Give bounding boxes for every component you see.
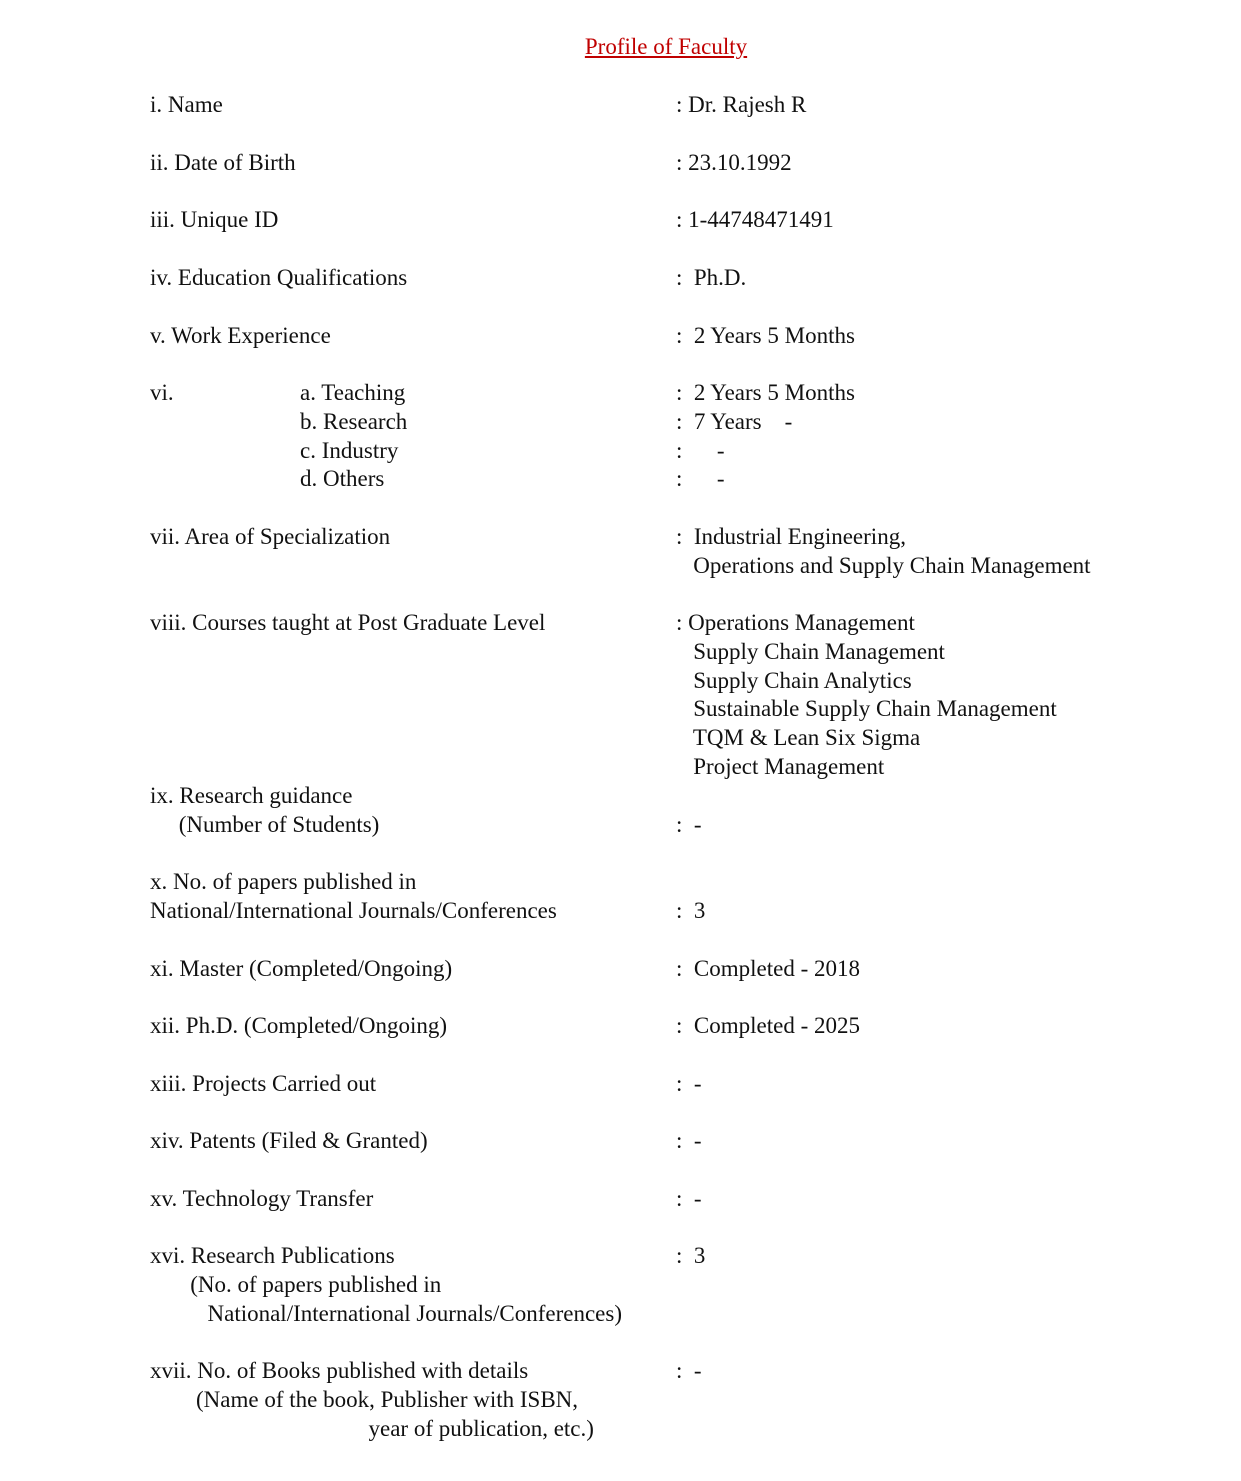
- patents-value: : -: [676, 1128, 702, 1153]
- course-item: Supply Chain Analytics: [676, 668, 912, 693]
- industry-value: : -: [676, 438, 725, 463]
- books-sublabel: (Name of the book, Publisher with ISBN,: [150, 1387, 579, 1412]
- uid-label: iii. Unique ID: [150, 207, 279, 232]
- papers-label: x. No. of papers published in: [150, 869, 417, 894]
- industry-label: c. Industry: [300, 438, 399, 463]
- course-item: : Operations Management: [676, 610, 915, 635]
- work-experience-label: v. Work Experience: [150, 323, 331, 348]
- research-guidance-label: ix. Research guidance: [150, 783, 353, 808]
- page-title: Profile of Faculty: [584, 34, 748, 59]
- research-publications-sublabel: (No. of papers published in: [150, 1272, 442, 1297]
- patents-label: xiv. Patents (Filed & Granted): [150, 1128, 428, 1153]
- technology-transfer-value: : -: [676, 1186, 702, 1211]
- master-value: : Completed - 2018: [676, 956, 860, 981]
- others-label: d. Others: [300, 466, 385, 491]
- specialization-line: : Industrial Engineering,: [676, 524, 906, 549]
- education-label: iv. Education Qualifications: [150, 265, 408, 290]
- experience-breakdown-label: vi.: [150, 380, 174, 405]
- name-label: i. Name: [150, 92, 223, 117]
- papers-value: : 3: [676, 898, 706, 923]
- course-item: TQM & Lean Six Sigma: [676, 725, 921, 750]
- teaching-value: : 2 Years 5 Months: [676, 380, 855, 405]
- projects-label: xiii. Projects Carried out: [150, 1071, 377, 1096]
- research-guidance-value: : -: [676, 812, 702, 837]
- research-publications-sublabel: National/International Journals/Conferences): [150, 1301, 622, 1326]
- course-item: Project Management: [676, 754, 885, 779]
- projects-value: : -: [676, 1071, 702, 1096]
- books-sublabel: year of publication, etc.): [150, 1416, 594, 1441]
- papers-sublabel: National/International Journals/Conferences: [150, 898, 557, 923]
- teaching-label: a. Teaching: [300, 380, 406, 405]
- dob-label: ii. Date of Birth: [150, 150, 296, 175]
- technology-transfer-label: xv. Technology Transfer: [150, 1186, 374, 1211]
- books-label: xvii. No. of Books published with details: [150, 1358, 529, 1383]
- research-publications-label: xvi. Research Publications: [150, 1243, 395, 1268]
- education-value: : Ph.D.: [676, 265, 747, 290]
- specialization-line: Operations and Supply Chain Management: [676, 553, 1091, 578]
- research-publications-value: : 3: [676, 1243, 706, 1268]
- course-item: Supply Chain Management: [676, 639, 945, 664]
- name-value: : Dr. Rajesh R: [676, 92, 807, 117]
- work-experience-value: : 2 Years 5 Months: [676, 323, 855, 348]
- courses-label: viii. Courses taught at Post Graduate Level: [150, 610, 546, 635]
- research-label: b. Research: [300, 409, 408, 434]
- dob-value: : 23.10.1992: [676, 150, 792, 175]
- master-label: xi. Master (Completed/Ongoing): [150, 956, 453, 981]
- uid-value: : 1-44748471491: [676, 207, 834, 232]
- books-value: : -: [676, 1358, 702, 1383]
- phd-label: xii. Ph.D. (Completed/Ongoing): [150, 1013, 448, 1038]
- phd-value: : Completed - 2025: [676, 1013, 860, 1038]
- others-value: : -: [676, 466, 725, 491]
- specialization-label: vii. Area of Specialization: [150, 524, 391, 549]
- course-item: Sustainable Supply Chain Management: [676, 696, 1057, 721]
- research-guidance-sublabel: (Number of Students): [150, 812, 380, 837]
- research-value: : 7 Years -: [676, 409, 793, 434]
